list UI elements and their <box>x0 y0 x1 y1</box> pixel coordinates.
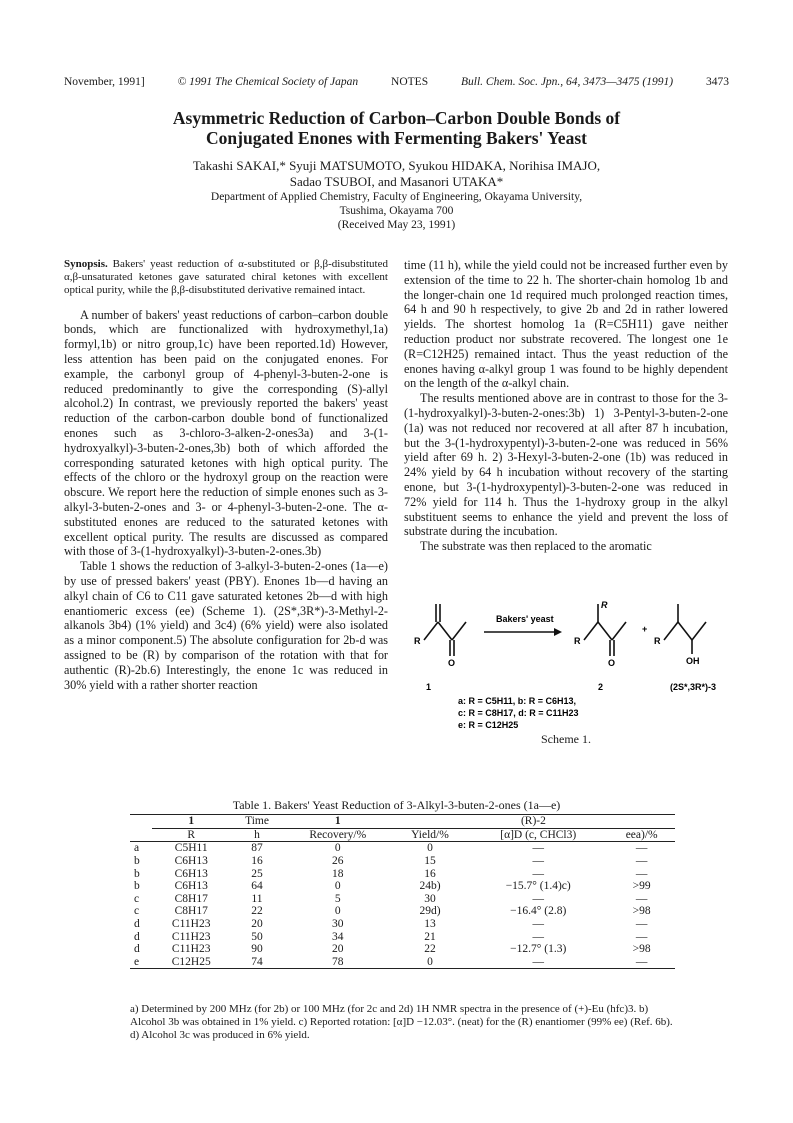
results-table <box>130 814 675 969</box>
table-cell-yield: 21 <box>424 930 436 943</box>
body-paragraph: Table 1 shows the reduction of 3-alkyl-3-buten-2-ones (1a—e) by use of pressed bakers' yeast (PBY). Enones 1b—d having an alkyl chain of C6 to C11 gave saturated ketones 2b—d with high enantiomeric excess (ee) (Scheme 1). (2S*,3R*)-3-Methyl-2-alkanols 3b4) (1% yield) and 3c4) (6% yield) were also isolated as a minor component.5) The absolute configuration for 2b-d was assigned to be (R) by comparison of the rotation with that for authentic (R)-2b.6) Interestingly, the enone 1c was reduced in 30% yield with a rather shorter reaction <box>64 559 388 692</box>
table-cell-r: C11H23 <box>171 918 211 931</box>
table-cell-time: 74 <box>230 956 283 969</box>
table-cell-recovery: 18 <box>331 867 344 880</box>
body-paragraph: The results mentioned above are in contrast to those for the 3-(1-hydroxyalkyl)-3-buten-2-ones:3b) 1) 3-Pentyl-3-buten-2-one (1a) was not reduced nor recovered at all after 87 h incubation, but the 3-(1-hydroxypentyl)-3-buten-2-one was reduced in 56% yield after 69 h. 2) 3-Hexyl-3-buten-2-one (1b) was reduced in 24% yield by 64 h incubation without recovery of the starting enone, but 3-(1-hydroxypentyl)-3-buten-2-one was reduced in 72% yield for 114 h. Thus the 1-hydroxy group in the alkyl substituent seems to enhance the yield and prevent the loss of substrate during the incubation. <box>404 391 728 539</box>
o-label: O <box>448 658 456 668</box>
table-cell-time: 90 <box>251 943 263 956</box>
running-header <box>64 76 729 88</box>
r-label: R <box>654 636 661 646</box>
table-cell-ee: — <box>635 855 648 868</box>
synopsis-label: Synopsis. <box>64 258 108 270</box>
table-row <box>130 842 675 855</box>
table-group-header: 1 <box>284 815 392 829</box>
table-cell-r: C11H23 <box>171 943 211 956</box>
header-copyright: © 1991 The Chemical Society of Japan <box>177 76 359 88</box>
table-cell-rotation: — <box>532 867 544 880</box>
body-paragraph: The substrate was then replaced to the aromatic <box>420 539 652 554</box>
table-cell-rotation: −12.7° (1.3) <box>510 943 567 956</box>
table-cell-id: b <box>134 867 140 880</box>
table-column-header: Recovery/% <box>284 828 392 842</box>
table-cell-time: 16 <box>251 855 263 868</box>
header-section: NOTES <box>391 76 429 88</box>
synopsis-text: Bakers' yeast reduction of α-substituted or β,β-disubstituted α,β-unsaturated ketones gave saturated chiral ketones with excellent optical purity, while the β,β-disubstituted derivative remained intact. <box>64 258 388 297</box>
reagent-label: Bakers' yeast <box>496 614 554 624</box>
author-list <box>64 158 729 190</box>
table-cell-yield: 24b) <box>419 880 441 893</box>
r-config-label: R <box>601 600 608 610</box>
table-cell-yield: 16 <box>424 867 436 880</box>
table-cell-time: 22 <box>251 905 263 918</box>
table-column-header: h <box>230 828 283 842</box>
scheme-legend: c: R = C8H17, d: R = C11H23 <box>458 708 579 718</box>
table-cell-recovery: 0 <box>334 905 341 918</box>
table-cell-recovery: 0 <box>334 842 341 855</box>
body-paragraph: A number of bakers' yeast reductions of carbon–carbon double bonds, which are functionalized with hydroxymethyl,1a) formyl,1b) or nitro group,1c) have been reported.1d) However, less attention has been paid on the conjugated enones. For example, the carbonyl group of 4-phenyl-3-buten-2-one is reduced predominantly to give the corresponding (S)-allyl alcohol.2) In contrast, we previously reported the bakers' yeast reduction of the carbon-carbon double bond of functionalized enones such as 3-chloro-3-alken-2-ones3a) and 3-(1-hydroxyalkyl)-3-buten-2-ones,3b) both of which afforded the corresponding saturated ketones with high optical purity. The effects of the chloro or the hydroxyl group on the reaction were obscure. We report here the reduction of simple enones such as 3-alkyl-3-buten-2-ones and 3- or 4-phenyl-3-buten-2-one. The α-substituted enones are reduced to the saturated ketones with excellent optical purity. The results are discussed as compared with those of 3-(1-hydroxyalkyl)-3-buten-2-ones.3b) <box>64 307 388 559</box>
table-cell-ee: >98 <box>632 943 651 956</box>
table-cell-ee: >99 <box>632 880 651 893</box>
body-paragraph: time (11 h), while the yield could not be increased further even by extension of the time to 22 h. The shorter-chain homolog 1b and the longer-chain one 1d required much prolonged reaction times, 64 h and 90 h respectively, to give 2b and 2d in rather lowered yields. The shortest homolog 1a (R=C5H11) gave neither reduction product nor substrate recovered. The longest one 1e (R=C12H25) remained intact. Thus the yeast reduction of the enones having α-alkyl group 1 was found to be highly dependent on the length of the α-alkyl chain. <box>404 258 728 391</box>
table-cell-rotation: — <box>532 892 544 905</box>
table-cell-recovery: 26 <box>331 855 344 868</box>
table-row <box>130 905 675 918</box>
header-citation: Bull. Chem. Soc. Jpn., 64, 3473—3475 (1991) <box>460 76 674 88</box>
compound-1-label: 1 <box>426 682 432 692</box>
table-cell-yield: 30 <box>424 892 436 905</box>
left-column <box>64 258 388 692</box>
table-cell-r: C8H17 <box>174 892 208 905</box>
table-cell-id: c <box>134 905 140 918</box>
table-caption: Table 1. Bakers' Yeast Reduction of 3-Alkyl-3-buten-2-ones (1a—e) <box>232 798 561 812</box>
table-cell-ee: >98 <box>632 905 651 918</box>
table-cell-time: 87 <box>251 842 263 855</box>
table-cell-r: C6H13 <box>174 867 208 880</box>
title-line-1: Asymmetric Reduction of Carbon–Carbon Double Bonds of <box>172 108 621 128</box>
table-cell-yield: 0 <box>427 842 433 855</box>
table-row <box>130 893 675 906</box>
table-cell-ee: — <box>635 842 648 855</box>
table-column-header: Yield/% <box>392 828 468 842</box>
table-cell-r: C8H17 <box>174 905 208 918</box>
table-cell-time: 50 <box>251 930 263 943</box>
table-cell-r: C12H25 <box>152 956 230 969</box>
table-cell-id: b <box>134 855 140 868</box>
table-cell-time: 64 <box>251 880 263 893</box>
table-cell-rotation: −16.4° (2.8) <box>510 905 567 918</box>
table-footnotes: a) Determined by 200 MHz (for 2b) or 100 MHz (for 2c and 2d) 1H NMR spectra in the presence of (+)-Eu (hfc)3. b) Alcohol 3b was obtained in 1% yield. c) Reported rotation: [α]D −12.03°. (neat) for the (R) enantiomer (99% ee) (Ref. 6b). d) Alcohol 3c was produced in 6% yield. <box>130 1003 673 1041</box>
table-cell-time: 20 <box>251 918 263 931</box>
table-column-header: [α]D (c, CHCl3) <box>468 828 608 842</box>
affiliation <box>64 190 729 232</box>
table-cell-yield: 29d) <box>419 905 441 918</box>
table-cell-ee: — <box>635 918 648 931</box>
table-cell-recovery: 78 <box>284 956 392 969</box>
table-column-header: R <box>152 828 230 842</box>
table-row <box>130 956 675 969</box>
table-cell-id: d <box>134 930 140 943</box>
oh-label: OH <box>686 656 700 666</box>
table-cell-recovery: 20 <box>331 943 344 956</box>
plus-sign: + <box>642 624 648 634</box>
r-label: R <box>414 636 421 646</box>
scheme-1-diagram <box>404 598 734 748</box>
table-cell-time: 11 <box>251 892 263 905</box>
table-cell-ee: — <box>635 930 648 943</box>
table-cell-r: C6H13 <box>174 880 208 893</box>
r-label: R <box>574 636 581 646</box>
table-cell-id: c <box>134 892 140 905</box>
affiliation-line-1: Department of Applied Chemistry, Faculty of Engineering, Okayama University, <box>210 191 583 203</box>
table-row <box>130 880 675 893</box>
table-row <box>130 855 675 868</box>
table-cell-r: C6H13 <box>174 855 208 868</box>
table-group-header: Time <box>230 815 283 829</box>
table-column-header: eea)/% <box>608 828 675 842</box>
article-title <box>64 108 729 148</box>
header-date: November, 1991] <box>64 76 145 88</box>
table-group-header: (R)-2 <box>392 815 675 829</box>
table-cell-recovery: 34 <box>331 930 344 943</box>
table-cell-yield: 0 <box>392 956 468 969</box>
header-page: 3473 <box>705 76 729 88</box>
table-cell-rotation: — <box>532 842 544 855</box>
scheme-legend: e: R = C12H25 <box>458 720 519 730</box>
table-cell-recovery: 5 <box>334 892 341 905</box>
table-cell-yield: 22 <box>424 943 436 956</box>
table-cell-time: 25 <box>251 867 263 880</box>
table-cell-id: d <box>134 943 140 956</box>
table-row <box>130 918 675 931</box>
scheme-caption: Scheme 1. <box>541 732 591 746</box>
table-cell-id: b <box>134 880 140 893</box>
table-cell-id: e <box>130 956 152 969</box>
table-group-header: 1 <box>152 815 230 829</box>
table-cell-ee: — <box>608 956 675 969</box>
affiliation-line-2: Tsushima, Okayama 700 <box>339 205 454 217</box>
table-cell-rotation: — <box>532 918 544 931</box>
compound-2-label: 2 <box>598 682 604 692</box>
table-cell-ee: — <box>635 867 648 880</box>
synopsis <box>64 258 388 298</box>
table-row <box>130 930 675 943</box>
o-label: O <box>608 658 616 668</box>
table-cell-rotation: −15.7° (1.4)c) <box>505 880 571 893</box>
right-column <box>404 258 728 554</box>
table-cell-r: C5H11 <box>174 842 208 855</box>
table-cell-rotation: — <box>532 855 544 868</box>
authors-line-1: Takashi SAKAI,* Syuji MATSUMOTO, Syukou HIDAKA, Norihisa IMAJO, <box>192 158 601 173</box>
table-cell-id: d <box>134 918 140 931</box>
table-cell-yield: 15 <box>424 855 436 868</box>
table-cell-recovery: 30 <box>331 918 344 931</box>
table-cell-rotation: — <box>532 930 544 943</box>
title-line-2: Conjugated Enones with Fermenting Bakers' Yeast <box>206 128 587 148</box>
table-cell-id: a <box>134 842 140 855</box>
received-date: (Received May 23, 1991) <box>337 219 456 231</box>
table-cell-r: C11H23 <box>171 930 211 943</box>
table-cell-ee: — <box>635 892 648 905</box>
table-cell-recovery: 0 <box>334 880 341 893</box>
scheme-legend: a: R = C5H11, b: R = C6H13, <box>458 696 577 706</box>
table-row <box>130 867 675 880</box>
table-row <box>130 943 675 956</box>
table-cell-yield: 13 <box>424 918 436 931</box>
authors-line-2: Sadao TSUBOI, and Masanori UTAKA* <box>289 174 504 189</box>
compound-3-label: (2S*,3R*)-3 <box>670 682 717 692</box>
table-cell-rotation: — <box>468 956 608 969</box>
